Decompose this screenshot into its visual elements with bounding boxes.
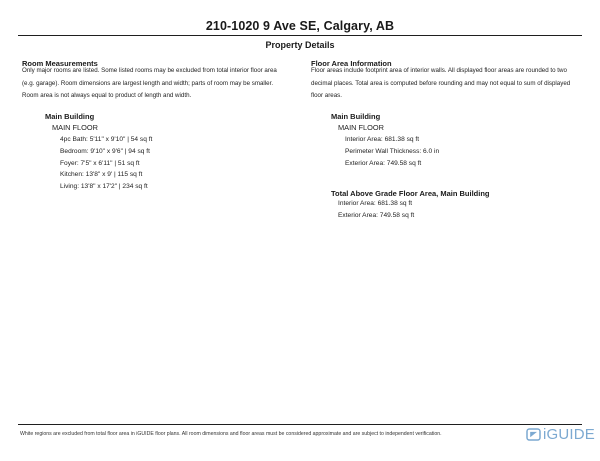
total-floor-area-detail-list [338, 198, 414, 222]
room-item: Foyer: 7'5" x 6'11" | 51 sq ft [60, 159, 140, 167]
description-line: (e.g. garage). Room dimensions are largest length and width; parts of room may be smaller. [22, 79, 274, 87]
iguide-logo-icon [526, 428, 541, 441]
floor-area-detail-list [345, 134, 439, 171]
page-title: 210-1020 9 Ave SE, Calgary, AB [205, 19, 395, 33]
room-measurements-floor-label: MAIN FLOOR [52, 123, 98, 132]
room-measurements-building-name: Main Building [45, 112, 95, 121]
room-item: 4pc Bath: 5'11" x 9'10" | 54 sq ft [60, 136, 153, 143]
header-divider [18, 35, 582, 36]
floor-area-detail: Exterior Area: 749.58 sq ft [345, 160, 422, 168]
floor-area-detail: Interior Area: 681.38 sq ft [345, 136, 420, 143]
description-line: floor areas. [311, 92, 342, 100]
total-floor-area-detail: Interior Area: 681.38 sq ft [338, 200, 413, 207]
iguide-logo [526, 427, 595, 442]
description-line: Only major rooms are listed. Some listed rooms may be excluded from total interior floor area [22, 67, 277, 74]
floor-area-floor-label: MAIN FLOOR [338, 123, 384, 132]
description-line: Room area is not always equal to product of length and width. [22, 92, 192, 100]
total-floor-area-detail: Exterior Area: 749.58 sq ft [338, 212, 415, 220]
room-measurements-heading: Room Measurements [22, 59, 98, 68]
floor-area-description [311, 65, 570, 103]
room-item: Living: 13'8" x 17'2" | 234 sq ft [60, 183, 148, 191]
total-floor-area-heading: Total Above Grade Floor Area, Main Building [331, 189, 490, 198]
room-item: Bedroom: 9'10" x 9'6" | 94 sq ft [60, 147, 150, 155]
iguide-logo-text: iGUIDE [542, 426, 595, 443]
floor-area-detail: Perimeter Wall Thickness: 6.0 in [345, 148, 440, 156]
page-subtitle: Property Details [265, 40, 335, 50]
room-item: Kitchen: 13'8" x 9' | 115 sq ft [60, 171, 143, 179]
floor-area-building-name: Main Building [331, 112, 381, 121]
room-measurements-description [22, 65, 277, 103]
footer-disclaimer: White regions are excluded from total floor area in iGUIDE floor plans. All room dimensions and floor areas must be considered approximate and are subject to independent verification. [20, 431, 442, 437]
footer-divider [18, 424, 582, 425]
room-list [60, 134, 152, 193]
description-line: decimal places. Total area is computed before rounding and may not equal to sum of displayed [311, 79, 571, 87]
floor-area-heading: Floor Area Information [311, 59, 392, 68]
description-line: Floor areas include footprint area of interior walls. All displayed floor areas are rounded to two [311, 67, 567, 74]
